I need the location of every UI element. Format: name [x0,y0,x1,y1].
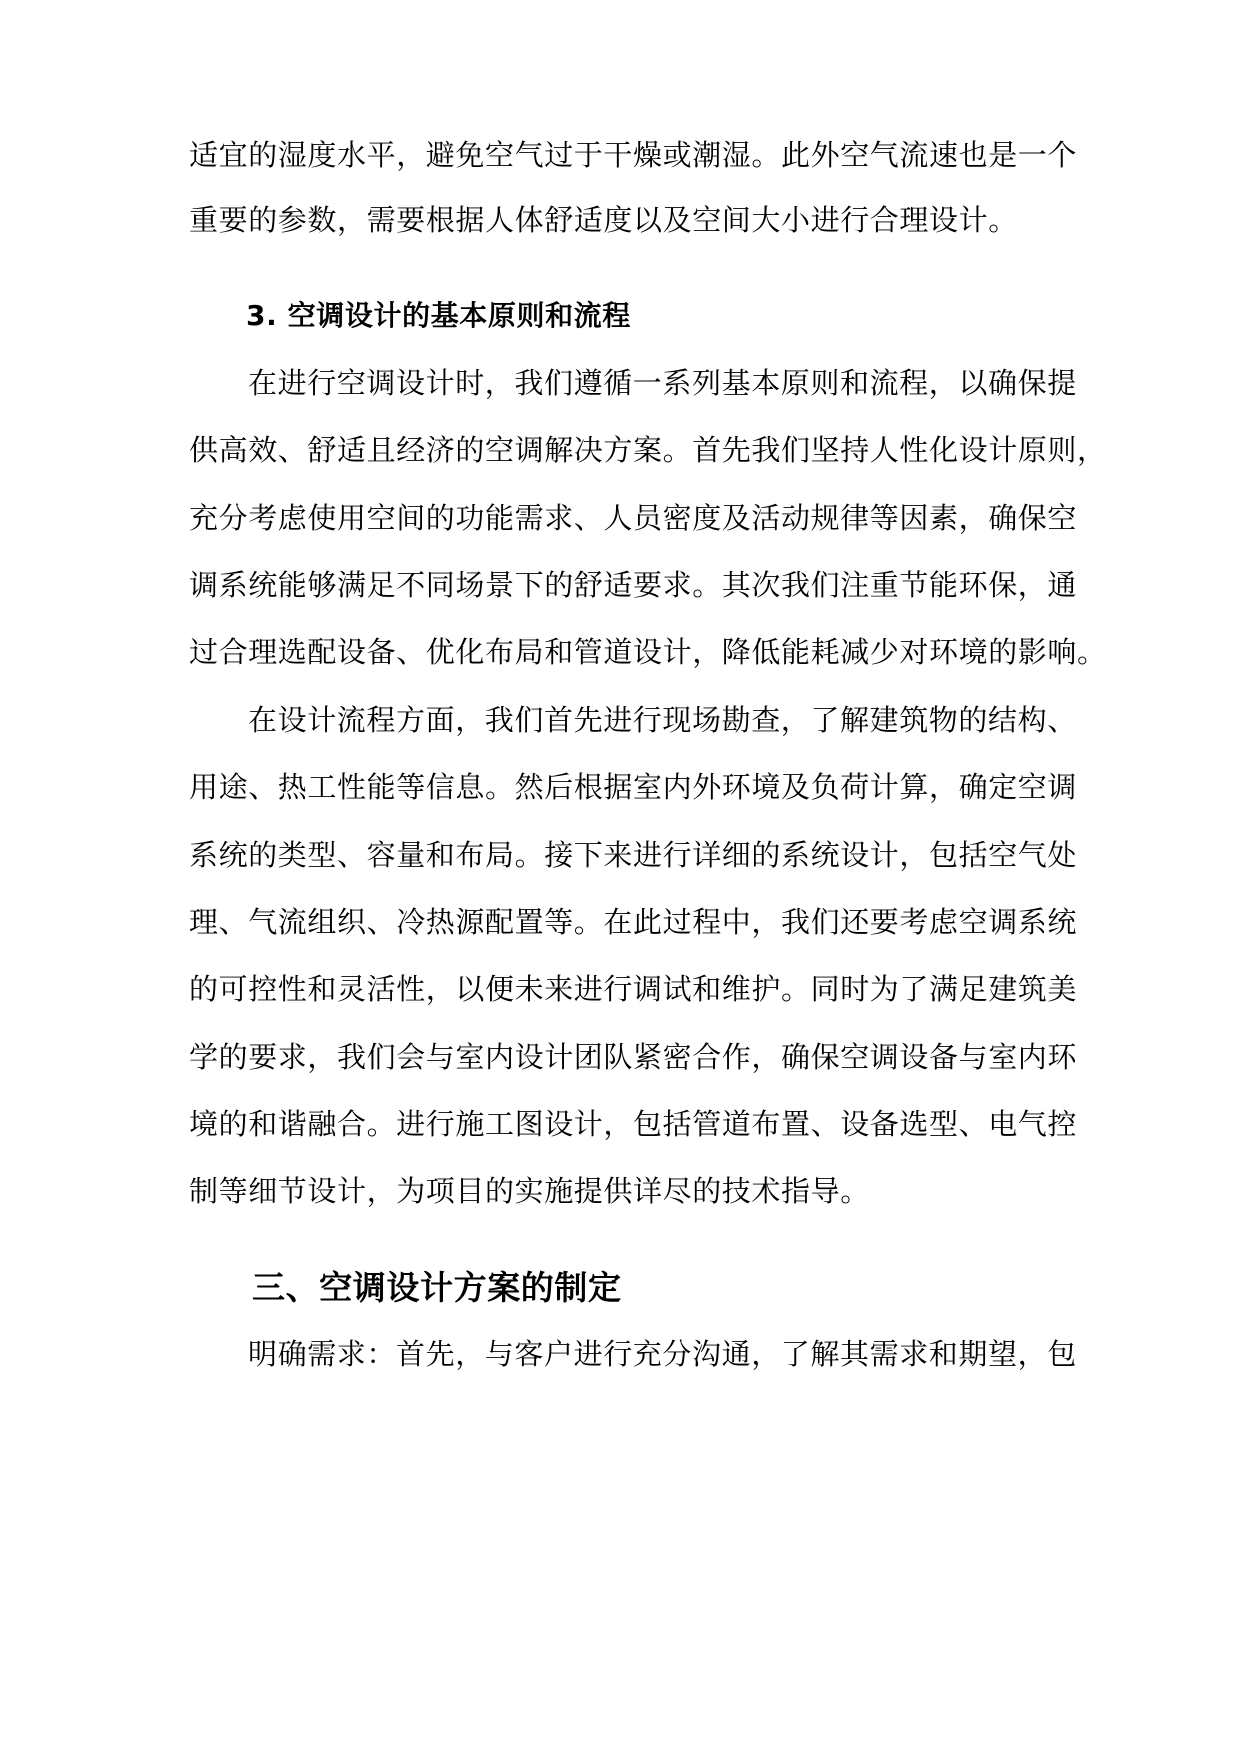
paragraph-3-line-7: 境的和谐融合。进行施工图设计，包括管道布置、设备选型、电气控 [189,1107,1078,1141]
section-3-heading: 3. 空调设计的基本原则和流程 [246,299,631,332]
paragraph-2-line-5: 过合理选配设备、优化布局和管道设计，降低能耗减少对环境的影响。 [189,635,1107,669]
paragraph-3-line-3: 系统的类型、容量和布局。接下来进行详细的系统设计，包括空气处 [189,838,1078,872]
paragraph-3-line-1: 在设计流程方面，我们首先进行现场勘查，了解建筑物的结构、 [248,703,1077,737]
paragraph-3-line-8: 制等细节设计，为项目的实施提供详尽的技术指导。 [189,1174,870,1208]
paragraph-4-line-1: 明确需求：首先，与客户进行充分沟通，了解其需求和期望，包 [248,1337,1077,1371]
paragraph-3-line-2: 用途、热工性能等信息。然后根据室内外环境及负荷计算，确定空调 [189,770,1078,804]
paragraph-2-line-4: 调系统能够满足不同场景下的舒适要求。其次我们注重节能环保，通 [189,568,1078,602]
paragraph-3-line-5: 的可控性和灵活性，以便未来进行调试和维护。同时为了满足建筑美 [189,972,1078,1006]
paragraph-3-line-6: 学的要求，我们会与室内设计团队紧密合作，确保空调设备与室内环 [189,1040,1078,1074]
paragraph-2-line-3: 充分考虑使用空间的功能需求、人员密度及活动规律等因素，确保空 [189,501,1078,535]
paragraph-2-line-2: 供高效、舒适且经济的空调解决方案。首先我们坚持人性化设计原则， [189,433,1107,467]
paragraph-1-line-2: 重要的参数，需要根据人体舒适度以及空间大小进行合理设计。 [189,203,1018,237]
chapter-3-heading: 三、空调设计方案的制定 [252,1268,622,1307]
paragraph-2-line-1: 在进行空调设计时，我们遵循一系列基本原则和流程，以确保提 [248,366,1077,400]
paragraph-3-line-4: 理、气流组织、冷热源配置等。在此过程中，我们还要考虑空调系统 [189,905,1078,939]
paragraph-1-line-1: 适宜的湿度水平，避免空气过于干燥或潮湿。此外空气流速也是一个 [189,138,1078,172]
